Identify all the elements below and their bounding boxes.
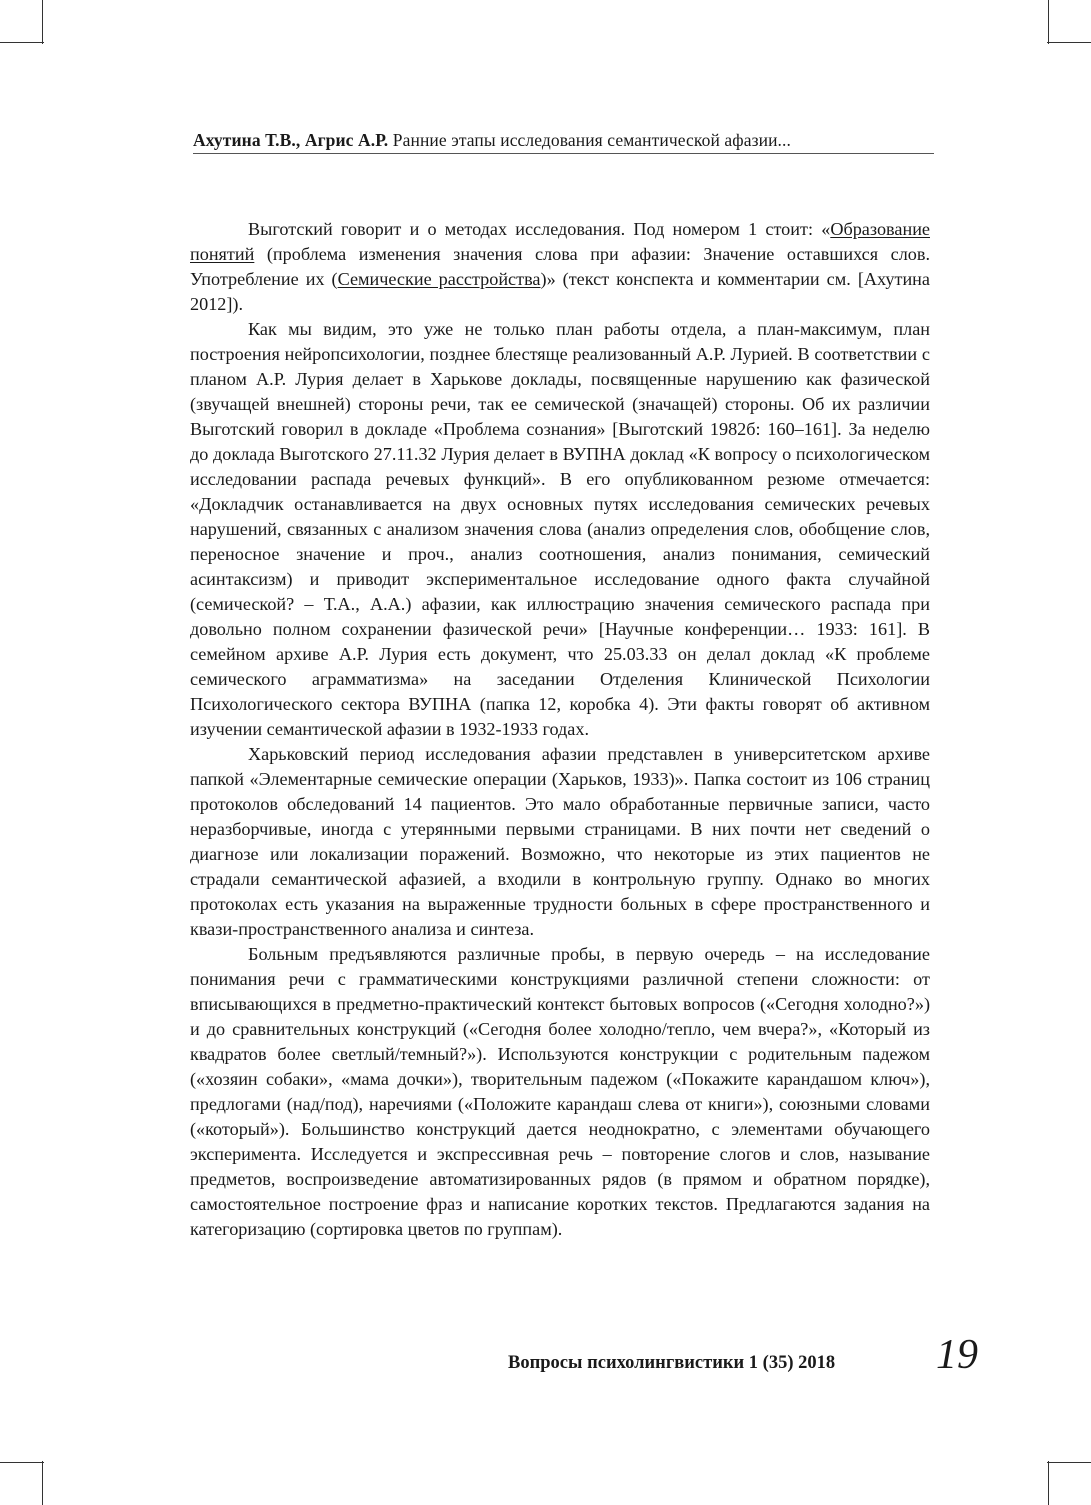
- crop-mark-bottom-left-h: [0, 1462, 44, 1463]
- header-title: Ранние этапы исследования семантической афазии...: [392, 130, 791, 150]
- header-authors: Ахутина Т.В., Агрис А.Р.: [193, 130, 389, 150]
- page-number: 19: [936, 1332, 978, 1378]
- paragraph-1: [190, 217, 930, 317]
- crop-mark-top-right-h: [1047, 42, 1091, 43]
- crop-mark-top-left-v: [42, 0, 43, 44]
- running-header: [193, 130, 933, 151]
- underlined-term-semic-disorders: Семические расстройства: [337, 269, 541, 289]
- crop-mark-bottom-right-v: [1048, 1461, 1049, 1505]
- paragraph-1-tail: )» (текст конспекта и комментарии см. [Ахутина 2012]).: [190, 269, 930, 314]
- paragraph-3: Харьковский период исследования афазии представлен в университетском архиве папкой «Элементарные семические операции (Харьков, 1933)». Папка состоит из 106 страниц протоколов обследований 14 пациентов. Это мало обработанные первичные записи, часто неразборчивые, иногда с утерянными первыми страницами. В них почти нет сведений о диагнозе или локализации поражений. Возможно, что некоторые из этих пациентов не страдали семантической афазией, а входили в контрольную группу. Однако во многих протоколах есть указания на выраженные трудности больных в сфере пространственного и квази-пространственного анализа и синтеза.: [190, 744, 930, 939]
- paragraph-1-lead: Выготский говорит и о методах исследования. Под номером 1 стоит: «: [248, 219, 831, 239]
- underlined-term-concept-formation: Образование понятий: [190, 219, 930, 264]
- header-rule: [193, 153, 934, 154]
- footer-journal-title: Вопросы психолингвистики 1 (35) 2018: [508, 1353, 836, 1373]
- paragraph-1-mid: (проблема изменения значения слова при афазии: Значение оставшихся слов. Употребление их (: [190, 244, 930, 289]
- crop-mark-top-left-h: [0, 42, 44, 43]
- article-body: [190, 217, 930, 1242]
- crop-mark-top-right-v: [1048, 0, 1049, 44]
- paragraph-4: Больным предъявляются различные пробы, в первую очередь – на исследование понимания речи с грамматическими конструкциями различной степени сложности: от вписывающихся в предметно-практический контекст бытовых вопросов («Сегодня холодно?») и до сравнительных конструкций («Сегодня более холодно/тепло, чем вчера?», «Который из квадратов более светлый/темный?»). Используются конструкции с родительным падежом («хозяин собаки», «мама дочки»), творительным падежом («Покажите карандашом ключ»), предлогами (над/под), наречиями («Положите карандаш слева от книги»), союзными словами («который»). Большинство конструкций дается неоднократно, с элементами обучающего эксперимента. Исследуется и экспрессивная речь – повторение слогов и слов, называние предметов, воспроизведение автоматизированных рядов (в прямом и обратном порядке), самостоятельное построение фраз и написание коротких текстов. Предлагаются задания на категоризацию (сортировка цветов по группам).: [190, 944, 930, 1239]
- paragraph-2: Как мы видим, это уже не только план работы отдела, а план-максимум, план построения нейропсихологии, позднее блестяще реализованный А.Р. Лурией. В соответствии с планом А.Р. Лурия делает в Харькове доклады, посвященные нарушению как фазической (звучащей внешней) стороны речи, так ее семической (значащей) стороны. Об их различии Выготский говорил в докладе «Проблема сознания» [Выготский 1982б: 160–161]. За неделю до доклада Выготского 27.11.32 Лурия делает в ВУПНА доклад «К вопросу о психологическом исследовании распада речевых функций». В его опубликованном резюме отмечается: «Докладчик останавливается на двух основных путях исследования семических речевых нарушений, связанных с анализом значения слова (анализ определения слов, обобщение слов, переносное значение и проч., анализ соотношения, анализ понимания, семический асинтаксизм) и приводит экспериментальное исследование одного факта случайной (семической? – Т.А., А.А.) афазии, как иллюстрацию значения семического распада при довольно полном сохранении фазической речи» [Научные конференции… 1933: 161]. В семейном архиве А.Р. Лурия есть документ, что 25.03.33 он делал доклад «К проблеме семического аграмматизма» на заседании Отделения Клинической Психологии Психологического сектора ВУПНА (папка 12, коробка 4). Эти факты говорят об активном изучении семантической афазии в 1932-1933 годах.: [190, 319, 930, 739]
- crop-mark-bottom-left-v: [42, 1461, 43, 1505]
- crop-mark-bottom-right-h: [1047, 1462, 1091, 1463]
